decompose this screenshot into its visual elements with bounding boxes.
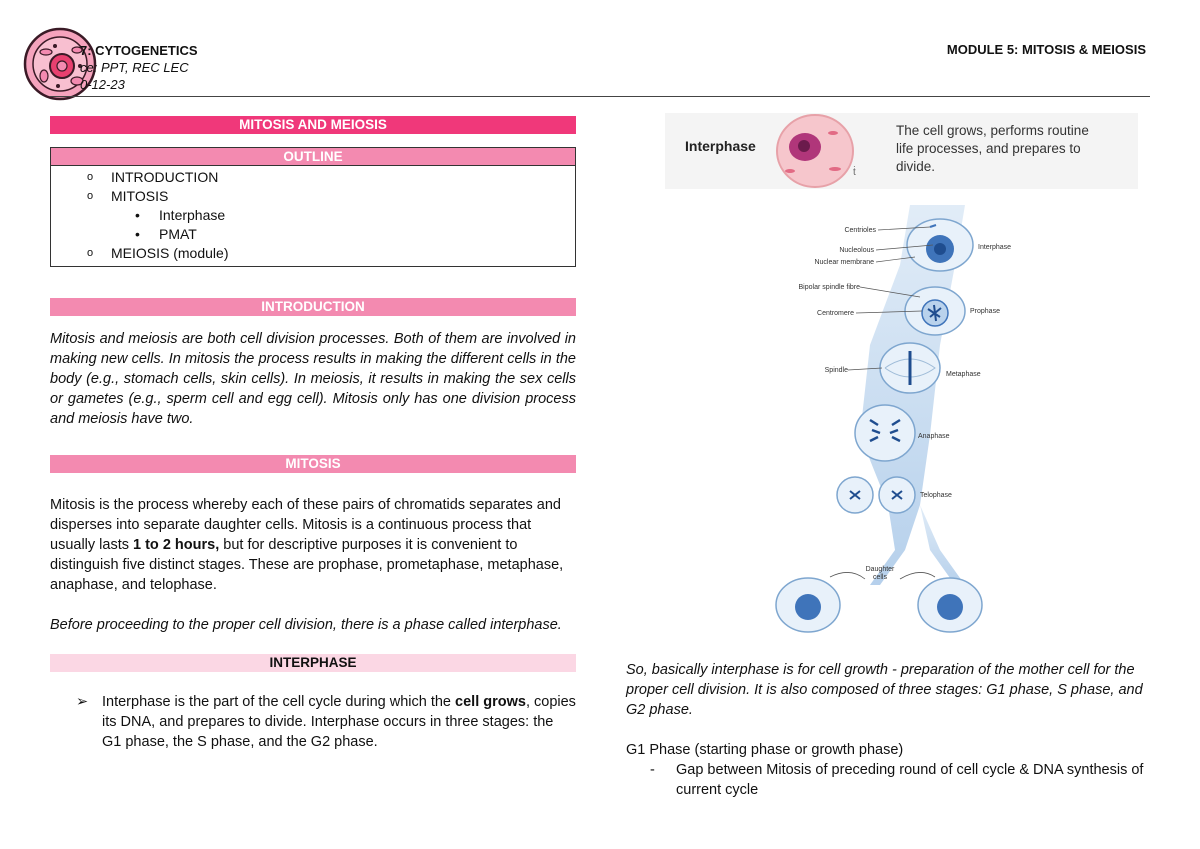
figure-caption-3: divide. bbox=[896, 159, 936, 174]
introduction-heading: INTRODUCTION bbox=[50, 298, 576, 316]
outline-item: o MEIOSIS (module) bbox=[87, 245, 229, 261]
g1-phase-title: G1 Phase (starting phase or growth phase) bbox=[626, 742, 904, 758]
stage-label-metaphase: Metaphase bbox=[946, 371, 981, 378]
mitosis-heading: MITOSIS bbox=[50, 455, 576, 473]
stage-label-prophase: Prophase bbox=[970, 308, 1000, 315]
arrow-bullet-icon: ➢ bbox=[76, 694, 89, 710]
diagram-label-nucleolous: Nucleolous bbox=[839, 247, 874, 254]
document-title-bar: MITOSIS AND MEIOSIS bbox=[50, 116, 576, 134]
diagram-label-nuclear-membrane: Nuclear membrane bbox=[814, 259, 874, 266]
outline-item: o INTRODUCTION bbox=[87, 169, 219, 185]
daughter-label-1: Daughter bbox=[865, 566, 895, 573]
document-header-info bbox=[80, 42, 198, 93]
dash-bullet: - bbox=[650, 762, 655, 778]
mitosis-text: Mitosis is the process whereby each of these pairs of chromatids separates and disperses into separate daughter cells. Mitosis is a continuous process that usually lasts 1 to 2 hours, but for descriptive purposes it is convenient to distinguish five distinct stages. These are prophase, prometaphase, metaphase, anaphase, and telophase. bbox=[50, 497, 564, 593]
figure-label: Interphase bbox=[685, 138, 756, 154]
diagram-label-centrioles: Centrioles bbox=[844, 227, 876, 234]
outline-list bbox=[51, 166, 575, 266]
stage-label-anaphase: Anaphase bbox=[918, 433, 950, 440]
source-line: ce: PPT, REC LEC bbox=[80, 60, 189, 75]
interphase-note: Before proceeding to the proper cell division, there is a phase called interphase. bbox=[50, 617, 562, 633]
interphase-heading: INTERPHASE bbox=[50, 654, 576, 672]
g1-phase-text: Gap between Mitosis of preceding round of cell cycle & DNA synthesis of current cycle bbox=[676, 762, 1144, 798]
left-column bbox=[50, 116, 576, 752]
interphase-summary: So, basically interphase is for cell growth - preparation of the mother cell for the proper cell division. It is also composed of three stages: G1 phase, S phase, and G2 phase. bbox=[626, 662, 1143, 718]
figure-caption-2: life processes, and prepares to bbox=[896, 141, 1081, 156]
diagram-label-centromere: Centromere bbox=[817, 310, 854, 317]
outline-box bbox=[50, 147, 576, 267]
interphase-cell-illustration bbox=[665, 113, 1138, 189]
right-column-text bbox=[626, 660, 1146, 800]
header-divider bbox=[50, 96, 1150, 97]
figure-caption-1: The cell grows, performs routine bbox=[896, 123, 1089, 138]
introduction-text: Mitosis and meiosis are both cell division processes. Both of them are involved in making new cells. In mitosis the process results in making the different cells in the body (e.g., stomach cells, skin cells). In meiosis, it results in making the sex cells or gametes (e.g., sperm cell and egg cell). Mitosis only has one division process and meiosis have two. bbox=[50, 331, 576, 427]
mitosis-stages-diagram bbox=[770, 205, 1060, 635]
date-line: 0-12-23 bbox=[80, 77, 125, 92]
g1-phase-item bbox=[650, 760, 1146, 800]
interphase-bullet bbox=[76, 692, 576, 752]
daughter-label-2: cells bbox=[872, 574, 888, 581]
outline-heading: OUTLINE bbox=[51, 148, 575, 166]
course-code: 7: CYTOGENETICS bbox=[80, 43, 198, 58]
svg-text:ṫ: ṫ bbox=[853, 167, 856, 178]
diagram-label-spindle: Spindle bbox=[824, 367, 848, 374]
module-title: MODULE 5: MITOSIS & MEIOSIS bbox=[946, 42, 1146, 57]
outline-item: o MITOSIS bbox=[87, 188, 169, 204]
interphase-text: Interphase is the part of the cell cycle during which the cell grows, copies its DNA, and prepares to divide. Interphase occurs in three stages: the G1 phase, the S phase, and the G2 phase. bbox=[102, 694, 576, 750]
outline-subitem: • Interphase bbox=[135, 207, 226, 223]
stage-label-interphase: Interphase bbox=[978, 244, 1012, 251]
diagram-label-spindle-fibre: Bipolar spindle fibre bbox=[798, 284, 860, 291]
outline-subitem: • PMAT bbox=[135, 226, 197, 242]
interphase-figure bbox=[665, 113, 1138, 189]
stage-label-telophase: Telophase bbox=[920, 492, 952, 499]
